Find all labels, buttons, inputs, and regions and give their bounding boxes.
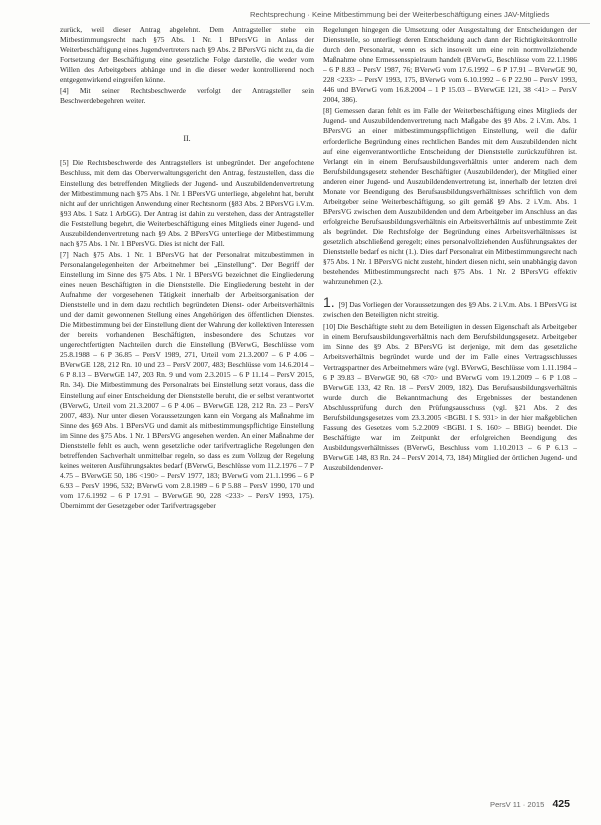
left-paragraph-1: zurück, weil dieser Antrag abgelehnt. Dem Antragsteller stehe ein Mitbestimmungsrecht nach §75 Abs. 1 Nr. 1 BPersVG in Anlass der Weiterbeschäftigung eines Jugendvertreters nach §9 Abs. 2 BPersVG nicht zu, da die Fortsetzung der Beschäftigung eine gesetzliche Folge darstelle, die weder vom Willen des Arbeitgebers abhänge und in die dieser weder kontrollierend noch entgegenwirkend eingreifen könne. — [60, 25, 314, 85]
section-number: 1. — [323, 294, 335, 311]
section-1-heading — [323, 294, 577, 320]
page-number: 425 — [552, 798, 570, 810]
left-paragraph-3: [5] Die Rechtsbeschwerde des Antragstellers ist unbegründet. Der angefochtene Beschluss, mit dem das Oberverwaltungsgericht den Antrag, festzustellen, dass die Einstellung des betreffenden Mitglieds der Jugend- und Auszubildendenvertretung der Mitbestimmung nach §75 Abs. 1 Nr. 1 BPersVG unterliege, abgelehnt hat, beruht nicht auf der unrichtigen Anwendung einer Rechtsnorm (§83 Abs. 2 BPersVG i.V.m. §93 Abs. 1 Satz 1 ArbGG). Der Antrag ist dahin zu verstehen, dass der Antragsteller die Feststellung begehrt, die Weiterbeschäftigung eines Mitglieds einer Jugend- und Auszubildendenvertretung nach §9 Abs. 2 BPersVG unterliege der Mitbestimmung nach §75 Abs. 1 Nr. 1 BPersVG. Dies ist nicht der Fall. — [60, 158, 314, 248]
header-rule — [250, 23, 590, 24]
section-roman-heading: II. — [183, 134, 191, 144]
section-1-intro: [9] Das Vorliegen der Voraussetzungen des §9 Abs. 2 i.V.m. Abs. 1 BPersVG ist zwischen den Beteiligten nicht streitig. — [323, 300, 577, 320]
right-paragraph-1: Regelungen hingegen die Umsetzung oder Ausgestaltung der Entscheidungen der Dienststelle, so unterliegt deren Entscheidung auch dann der Richtigkeitskontrolle durch den Personalrat, wenn es sich insoweit um eine rein normvollziehende Maßnahme ohne Ermessensspielraum handelt (BVerwG, Beschlüsse vom 22.1.1986 – 6 P 8.83 – PersV 1987, 76; BVerwG vom 17.6.1992 – 6 P 17.91 – BVerwGE 90, 228 <233> – PersV 1993, 175, BVerwG vom 6.10.1992 – 6 P 22.90 – PersV 1993, 446 und BVerwG vom 16.8.2004 – 1 P 15.03 – BVerwGE 121, 38 <41> – PersV 2004, 386). — [323, 25, 577, 105]
right-paragraph-3: [10] Die Beschäftigte steht zu dem Beteiligten in dessen Eigenschaft als Arbeitgeber in einem Berufsausbildungsverhältnis nach dem Berufsbildungsgesetz. Arbeitgeber im Sinne des §9 Abs. 2 BPersVG ist derjenige, mit dem das gesetzliche Arbeitsverhältnis begründet wurde und der im Falle eines Vertragsschlusses Vertragspartner des Arbeitnehmers wäre (vgl. BVerwG, Beschlüsse vom 1.11.1984 – 6 P 39.83 – BVerwGE 90, 68 <70> und BVerwG vom 19.1.2009 – 6 P 1.08 – BVerwGE 133, 42 Rn. 18 – PersV 2009, 182). Das Berufsausbildungsverhältnis wurde durch die Bekanntmachung des Ergebnisses der bestandenen Abschlussprüfung durch den Prüfungsausschuss (vgl. §21 Abs. 2 des Berufsbildungsgesetzes vom 23.3.2005 <BGBl. I S. 931> in der hier maßgeblichen Fassung des Gesetzes vom 5.2.2009 <BGBl. I S. 160> – BBiG) beendet. Die Beschäftigte war im Zeitpunkt der erfolgreichen Beendigung des Ausbildungsverhältnisses (BVerwG, Beschluss vom 1.10.2013 – 6 P 6.13 – BVerwGE 148, 83 Rn. 24 – PersV 2014, 73, 184) Mitglied der örtlichen Jugend- und Auszubildendenver- — [323, 322, 577, 472]
left-paragraph-2: [4] Mit seiner Rechtsbeschwerde verfolgt der Antragsteller sein Beschwerdebegehren weiter. — [60, 86, 314, 106]
right-paragraph-2: [8] Gemessen daran fehlt es im Falle der Weiterbeschäftigung eines Mitglieds der Jugend- und Auszubildendenvertretung nach Maßgabe des §9 Abs. 2 i.V.m. Abs. 1 BPersVG an einer mitbestimmungspflichtigen Einstellung, weil die dafür erforderliche Begründung eines rechtlichen Bandes mit dem Auszubildenden nicht auf eine eigenverantwortliche Entscheidung der Dienststelle zurückzuführen ist. Verlangt ein in einem Berufsausbildungsverhältnis unter anderem nach dem Berufsbildungsgesetz stehender Beschäftigter (Auszubildender), der Mitglied einer anderen einer Jugend- und Auszubildendenvertretung ist, innerhalb der letzten drei Monate vor Beendigung des Berufsausbildungsverhältnisses schriftlich von dem Arbeitgeber seine Weiterbeschäftigung, so gilt gemäß §9 Abs. 2 i.V.m. Abs. 1 BPersVG zwischen dem Auszubildenden und dem Arbeitgeber im Anschluss an das erfolgreiche Berufsausbildungsverhältnis ein Arbeitsverhältnis auf unbestimmte Zeit als begründet. Die Rechtsfolge der Begründung eines Arbeitsverhältnisses ist gesetzlich abschließend geregelt; eines personalvollziehenden Ausführungsaktes der Dienststelle bedarf es nicht (1.). Dies darf Personalrat ein Mitbestimmungsrecht nach §75 Abs. 1 Nr. 1 BPersVG nicht zusteht, hindert diesen nicht, sein unabhängig davon bestehendes Mitbestimmungsrecht nach §75 Abs. 1 Nr. 2 BPersVG effektiv wahrzunehmen (2.). — [323, 106, 577, 287]
page-footer — [490, 798, 570, 812]
left-paragraph-4: [7] Nach §75 Abs. 1 Nr. 1 BPersVG hat der Personalrat mitzubestimmen in Personalangelegenheiten der Arbeitnehmer bei „Einstellung“. Der Begriff der Einstellung im Sinne des §75 Abs. 1 Nr. 1 BPersVG bezeichnet die Eingliederung eines neuen Beschäftigten in die Dienststelle. Die Eingliederung besteht in der Aufnahme der vorgesehenen Tätigkeit innerhalb der Arbeitsorganisation der Dienststelle und in dem dazu rechtlich begründeten Dienst- oder Arbeitsverhältnis und der damit gewonnenen Stellung eines Angehörigen des öffentlichen Dienstes. Die Mitbestimmung bei der Einstellung dient der Wahrung der kollektiven Interessen der bereits vorhandenen Beschäftigten, insbesondere des Schutzes vor ungerechtfertigten Nachteilen durch die Einstellung (BVerwG, Beschlüsse vom 25.8.1988 – 6 P 36.85 – PersV 1989, 271, Urteil vom 21.3.2007 – 6 P 4.06 – BVerwGE 128, 212 Rn. 10 und 23 – PersV 2007, 483; Beschlüsse vom 14.6.2014 – 6 P 8.13 – BVerwGE 147, 203 Rn. 9 und vom 2.3.2015 – 6 P 11.14 – PersV 2015, Rn. 34). Die Mitbestimmung des Personalrats bei Einstellung setzt voraus, dass die Einstellung auf einer Entscheidung der Dienststelle beruht, die er selbst verantwortet (BVerwG, Urteil vom 21.3.2007 – 6 P 4.06 – BVerwGE 128, 212 Rn. 23 – PersV 2007, 483). Nur unter diesen Voraussetzungen kann ein Vorgang als Maßnahme im Sinne des §69 Abs. 1 BPersVG und damit als mitbestimmungspflichtige Einstellung im Sinne des §75 Abs. 1 Nr. 1 BPersVG angesehen werden. An einer Maßnahme der Dienststelle fehlt es auch, wenn gesetzliche oder tarifvertragliche Regelungen den betreffenden Sachverhalt unmittelbar regeln, so dass es zum Vollzug der Regelung keines weiteren Ausführungsaktes bedarf (BVerwG, Beschlüsse vom 11.2.1976 – 7 P 4.75 – BVerwGE 50, 186 <190> – PersV 1977, 183; BVerwG vom 21.1.1996 – 6 P 6.93 – PersV 1996, 532; BVerwG vom 2.8.1989 – 6 P 5.88 – PersV 1990, 170 und vom 17.6.1992 – 6 P 17.91 – BVerwGE 90, 228 <233> – PersV 1993, 175). Übernimmt der Gesetzgeber oder Tarifvertragsgeber — [60, 249, 314, 511]
right-column — [323, 25, 577, 795]
journal-issue: PersV 11 · 2015 — [490, 800, 545, 809]
left-column — [60, 25, 314, 795]
running-header — [250, 10, 590, 26]
running-header-text: Rechtsprechung · Keine Mitbestimmung bei der Weiterbeschäftigung eines JAV-Mitglieds — [250, 10, 550, 19]
